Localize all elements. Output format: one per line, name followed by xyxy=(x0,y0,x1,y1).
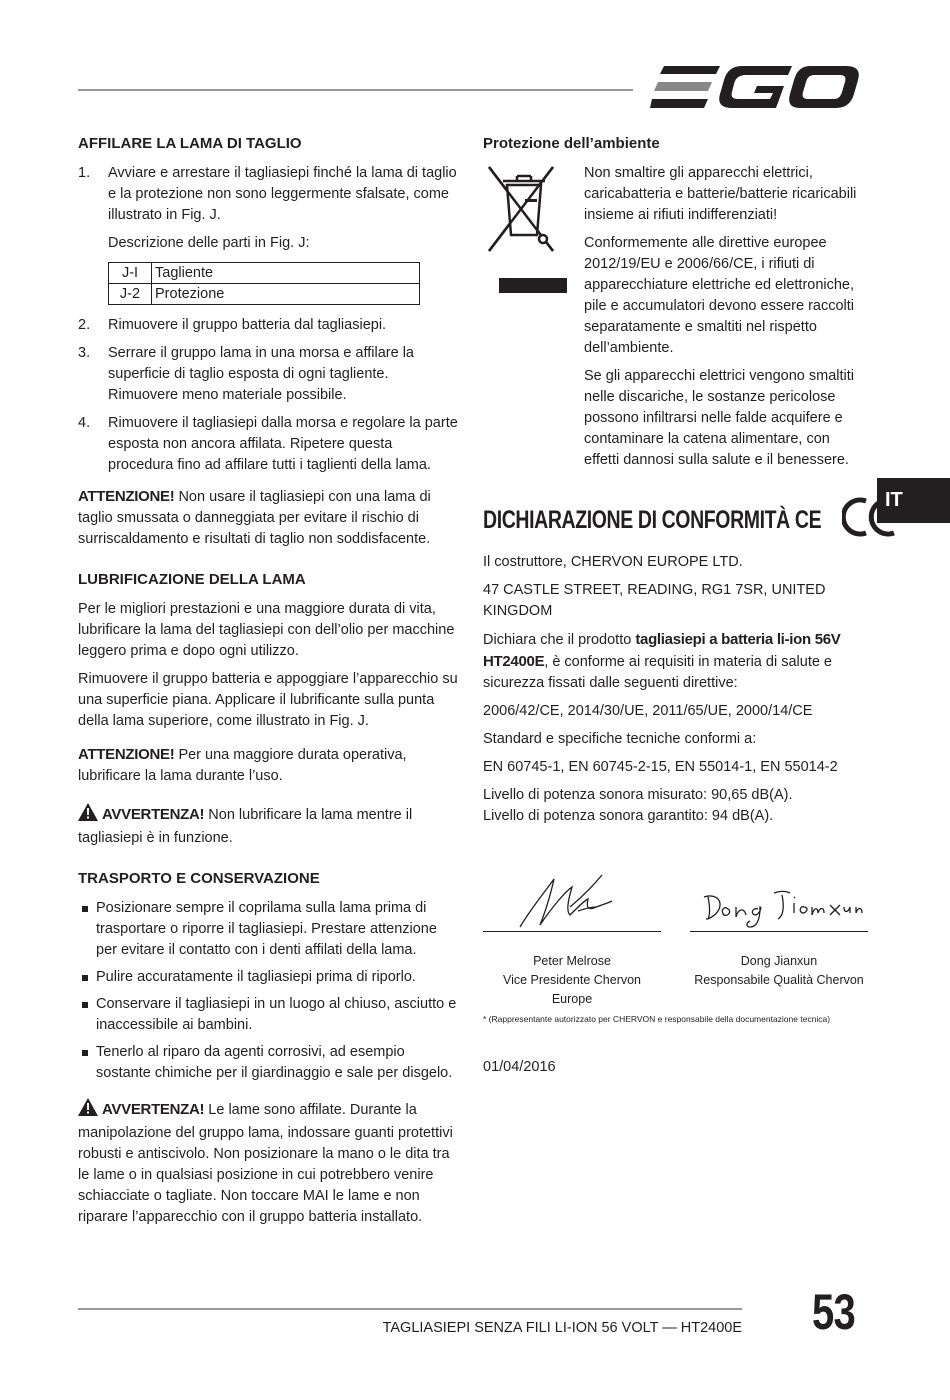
weee-block xyxy=(483,163,868,478)
paragraph: Se gli apparecchi elettrici vengono smaltiti nelle discariche, le sostanze pericolose possono infiltrarsi nelle falde acquifere e contaminare la catena alimentare, con effetti dannosi sulla salute e il benessere. xyxy=(584,368,854,468)
declaration-title: DICHIARAZIONE DI CONFORMITÀ CE xyxy=(483,505,822,534)
standards: EN 60745-1, EN 60745-2-15, EN 55014-1, EN 55014-2 xyxy=(483,759,838,775)
attention-note: ATTENZIONE! Per una maggiore durata operativa, lubrificare la lama durante l’uso. xyxy=(78,746,407,784)
list-item: Tenerlo al riparo da agenti corrosivi, ad esempio sostante chimiche per il giardinaggio e sale per disgelo. xyxy=(78,1042,460,1084)
parts-table xyxy=(108,262,420,305)
attention-note: ATTENZIONE! Non usare il tagliasiepi con una lama di taglio smussata o danneggiata per evitare il rischio di surriscaldamento e risultati di taglio non soddisfacente. xyxy=(78,488,431,547)
sound-guaranteed: Livello di potenza sonora garantito: 94 dB(A). xyxy=(483,808,774,824)
parts-caption: Descrizione delle parti in Fig. J: xyxy=(108,235,310,251)
paragraph: Per le migliori prestazioni e una maggiore durata di vita, lubrificare la lama del tagliasiepi con dell’olio per macchine leggero prima e dopo ogni utilizzo. xyxy=(78,601,455,659)
right-column xyxy=(483,133,868,1078)
list-item: 1. Avviare e arrestare il tagliasiepi finché la lama di taglio e la protezione non sono leggermente sfalsate, come illustrato in Fig. J. xyxy=(78,165,457,223)
list-item: Conservare il tagliasiepi in un luogo al chiuso, asciutto e inaccessibile ai bambini. xyxy=(78,994,460,1036)
signature-dong-icon xyxy=(694,867,864,929)
directives: 2006/42/CE, 2014/30/UE, 2011/65/UE, 2000/14/CE xyxy=(483,703,813,719)
warning-note: AVVERTENZA! Le lame sono affilate. Durante la manipolazione del gruppo lama, indossare guanti protettivi robusti e antiscivolo. Non posizionare la mano o le dita tra le lame o in qualsiasi posizione in cui potrebbero venire schiacciate o tagliate. Non toccare MAI le lame e non riparare l’apparecchio con il gruppo batteria installato. xyxy=(78,1098,460,1228)
page-number: 53 xyxy=(812,1284,855,1340)
date: 01/04/2016 xyxy=(483,1059,556,1075)
sound-measured: Livello di potenza sonora misurato: 90,65 dB(A). xyxy=(483,787,793,803)
section-title-sharpen: AFFILARE LA LAMA DI TAGLIO xyxy=(78,135,302,152)
declaration-heading xyxy=(483,500,868,540)
language-tab: IT xyxy=(877,478,950,523)
warning-note: AVVERTENZA! Non lubrificare la lama mentre il tagliasiepi è in funzione. xyxy=(78,803,460,849)
manufacturer: Il costruttore, CHERVON EUROPE LTD. xyxy=(483,554,743,570)
left-column xyxy=(78,133,460,1235)
list-item: 3. Serrare il gruppo lama in una morsa e affilare la superficie di taglio esposta di ogni tagliente. Rimuovere meno materiale possibile. xyxy=(78,345,415,403)
crossed-bin-icon xyxy=(483,163,584,478)
footnote: * (Rappresentante autorizzato per CHERVON e responsabile della documentazione tecnica) xyxy=(483,1014,831,1024)
list-item: 2. Rimuovere il gruppo batteria dal tagliasiepi. xyxy=(78,317,387,333)
section-title-environment: Protezione dell’ambiente xyxy=(483,135,660,152)
signature-1: Peter Melrose Vice Presidente Chervon Europe xyxy=(483,867,661,1009)
list-item: Pulire accuratamente il tagliasiepi prima di riporlo. xyxy=(78,967,460,988)
ego-logo xyxy=(650,62,862,112)
signatures xyxy=(483,867,868,1009)
table-row: J-2 Protezione xyxy=(109,284,420,305)
footer-title: TAGLIASIEPI SENZA FILI LI-ION 56 VOLT — HT2400E xyxy=(382,1320,742,1336)
signature-melrose-icon xyxy=(492,867,652,929)
warning-triangle-icon xyxy=(78,803,98,828)
declaration-text: Dichiara che il prodotto tagliasiepi a batteria li-ion 56V HT2400E, è conforme ai requisiti in materia di salute e sicurezza fissati dalle seguenti direttive: xyxy=(483,631,841,691)
table-row: J-I Tagliente xyxy=(109,263,420,284)
paragraph: Rimuovere il gruppo batteria e appoggiare l’apparecchio su una superficie piana. Applicare il lubrificante sulla punta della lama superiore, come illustrato in Fig. J. xyxy=(78,671,458,729)
address: 47 CASTLE STREET, READING, RG1 7SR, UNITED KINGDOM xyxy=(483,582,826,619)
header-rule xyxy=(78,89,633,91)
list-item: Posizionare sempre il coprilama sulla lama prima di trasportare o riporre il tagliasiepi. Prestare attenzione per evitare il contatto con i denti affilati della lama. xyxy=(78,898,460,961)
footer-rule xyxy=(78,1308,742,1310)
signature-2: Dong Jianxun Responsabile Qualità Chervon xyxy=(690,867,868,1009)
standards-label: Standard e specifiche tecniche conformi a: xyxy=(483,731,757,747)
section-title-lubrication: LUBRIFICAZIONE DELLA LAMA xyxy=(78,571,306,588)
section-title-transport: TRASPORTO E CONSERVAZIONE xyxy=(78,870,320,887)
warning-triangle-icon xyxy=(78,1098,98,1123)
paragraph: Conformemente alle direttive europee 2012/19/EU e 2006/66/CE, i rifiuti di apparecchiature elettriche ed elettroniche, pile e accumulatori devono essere raccolti separatamente e smaltiti nel rispetto dell’ambiente. xyxy=(584,235,855,356)
paragraph: Non smaltire gli apparecchi elettrici, caricabatteria e batterie/batterie ricaricabili insieme ai rifiuti indifferenziati! xyxy=(584,165,857,223)
list-item: 4. Rimuovere il tagliasiepi dalla morsa e regolare la parte esposta non ancora affilata. Ripetere questa procedura fino ad affilare tutti i taglienti della lama. xyxy=(78,415,458,473)
